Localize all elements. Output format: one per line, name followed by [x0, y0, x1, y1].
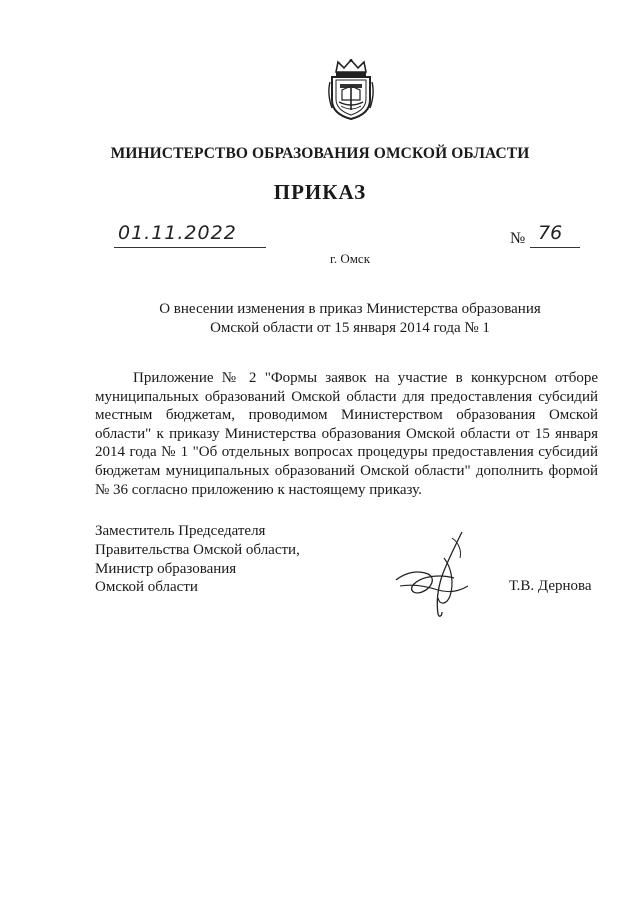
signer-position-line-4: Омской области	[95, 579, 198, 596]
coat-of-arms-icon	[326, 58, 376, 120]
signer-name: Т.В. Дернова	[509, 578, 592, 594]
document-type-heading: ПРИКАЗ	[273, 180, 367, 204]
order-body-paragraph: Приложение № 2 "Формы заявок на участие в конкурсном отборе муниципальных образований Омской области для предоставления субсидий местным бюджетам, проводимом Министерством образования Омской области" к приказу Министерства образования Омской области от 15 января 2014 года № 1 "Об отдельных вопросах процедуры предоставления субсидий бюджетам муниципальных образований Омской области" дополнить формой № 36 согласно приложению к настоящему приказу.	[95, 370, 598, 498]
date-underline	[114, 247, 266, 248]
order-date: 01.11.2022	[118, 222, 237, 244]
order-number-label: №	[510, 230, 526, 247]
signer-position-line-3: Министр образования	[95, 560, 237, 577]
signature-icon	[392, 528, 474, 620]
subject-line-2: Омской области от 15 января 2014 года № 1	[210, 320, 490, 336]
signer-position	[95, 522, 300, 597]
signer-position-line-2: Правительства Омской области,	[95, 541, 300, 558]
ministry-title: МИНИСТЕРСТВО ОБРАЗОВАНИЯ ОМСКОЙ ОБЛАСТИ	[110, 145, 530, 162]
city-label: г. Омск	[329, 251, 371, 266]
number-underline	[530, 247, 580, 248]
subject-line-1: О внесении изменения в приказ Министерства образования	[159, 301, 541, 317]
order-number: 76	[538, 222, 563, 244]
signer-position-line-1: Заместитель Председателя	[95, 523, 266, 539]
order-subject	[100, 300, 600, 338]
